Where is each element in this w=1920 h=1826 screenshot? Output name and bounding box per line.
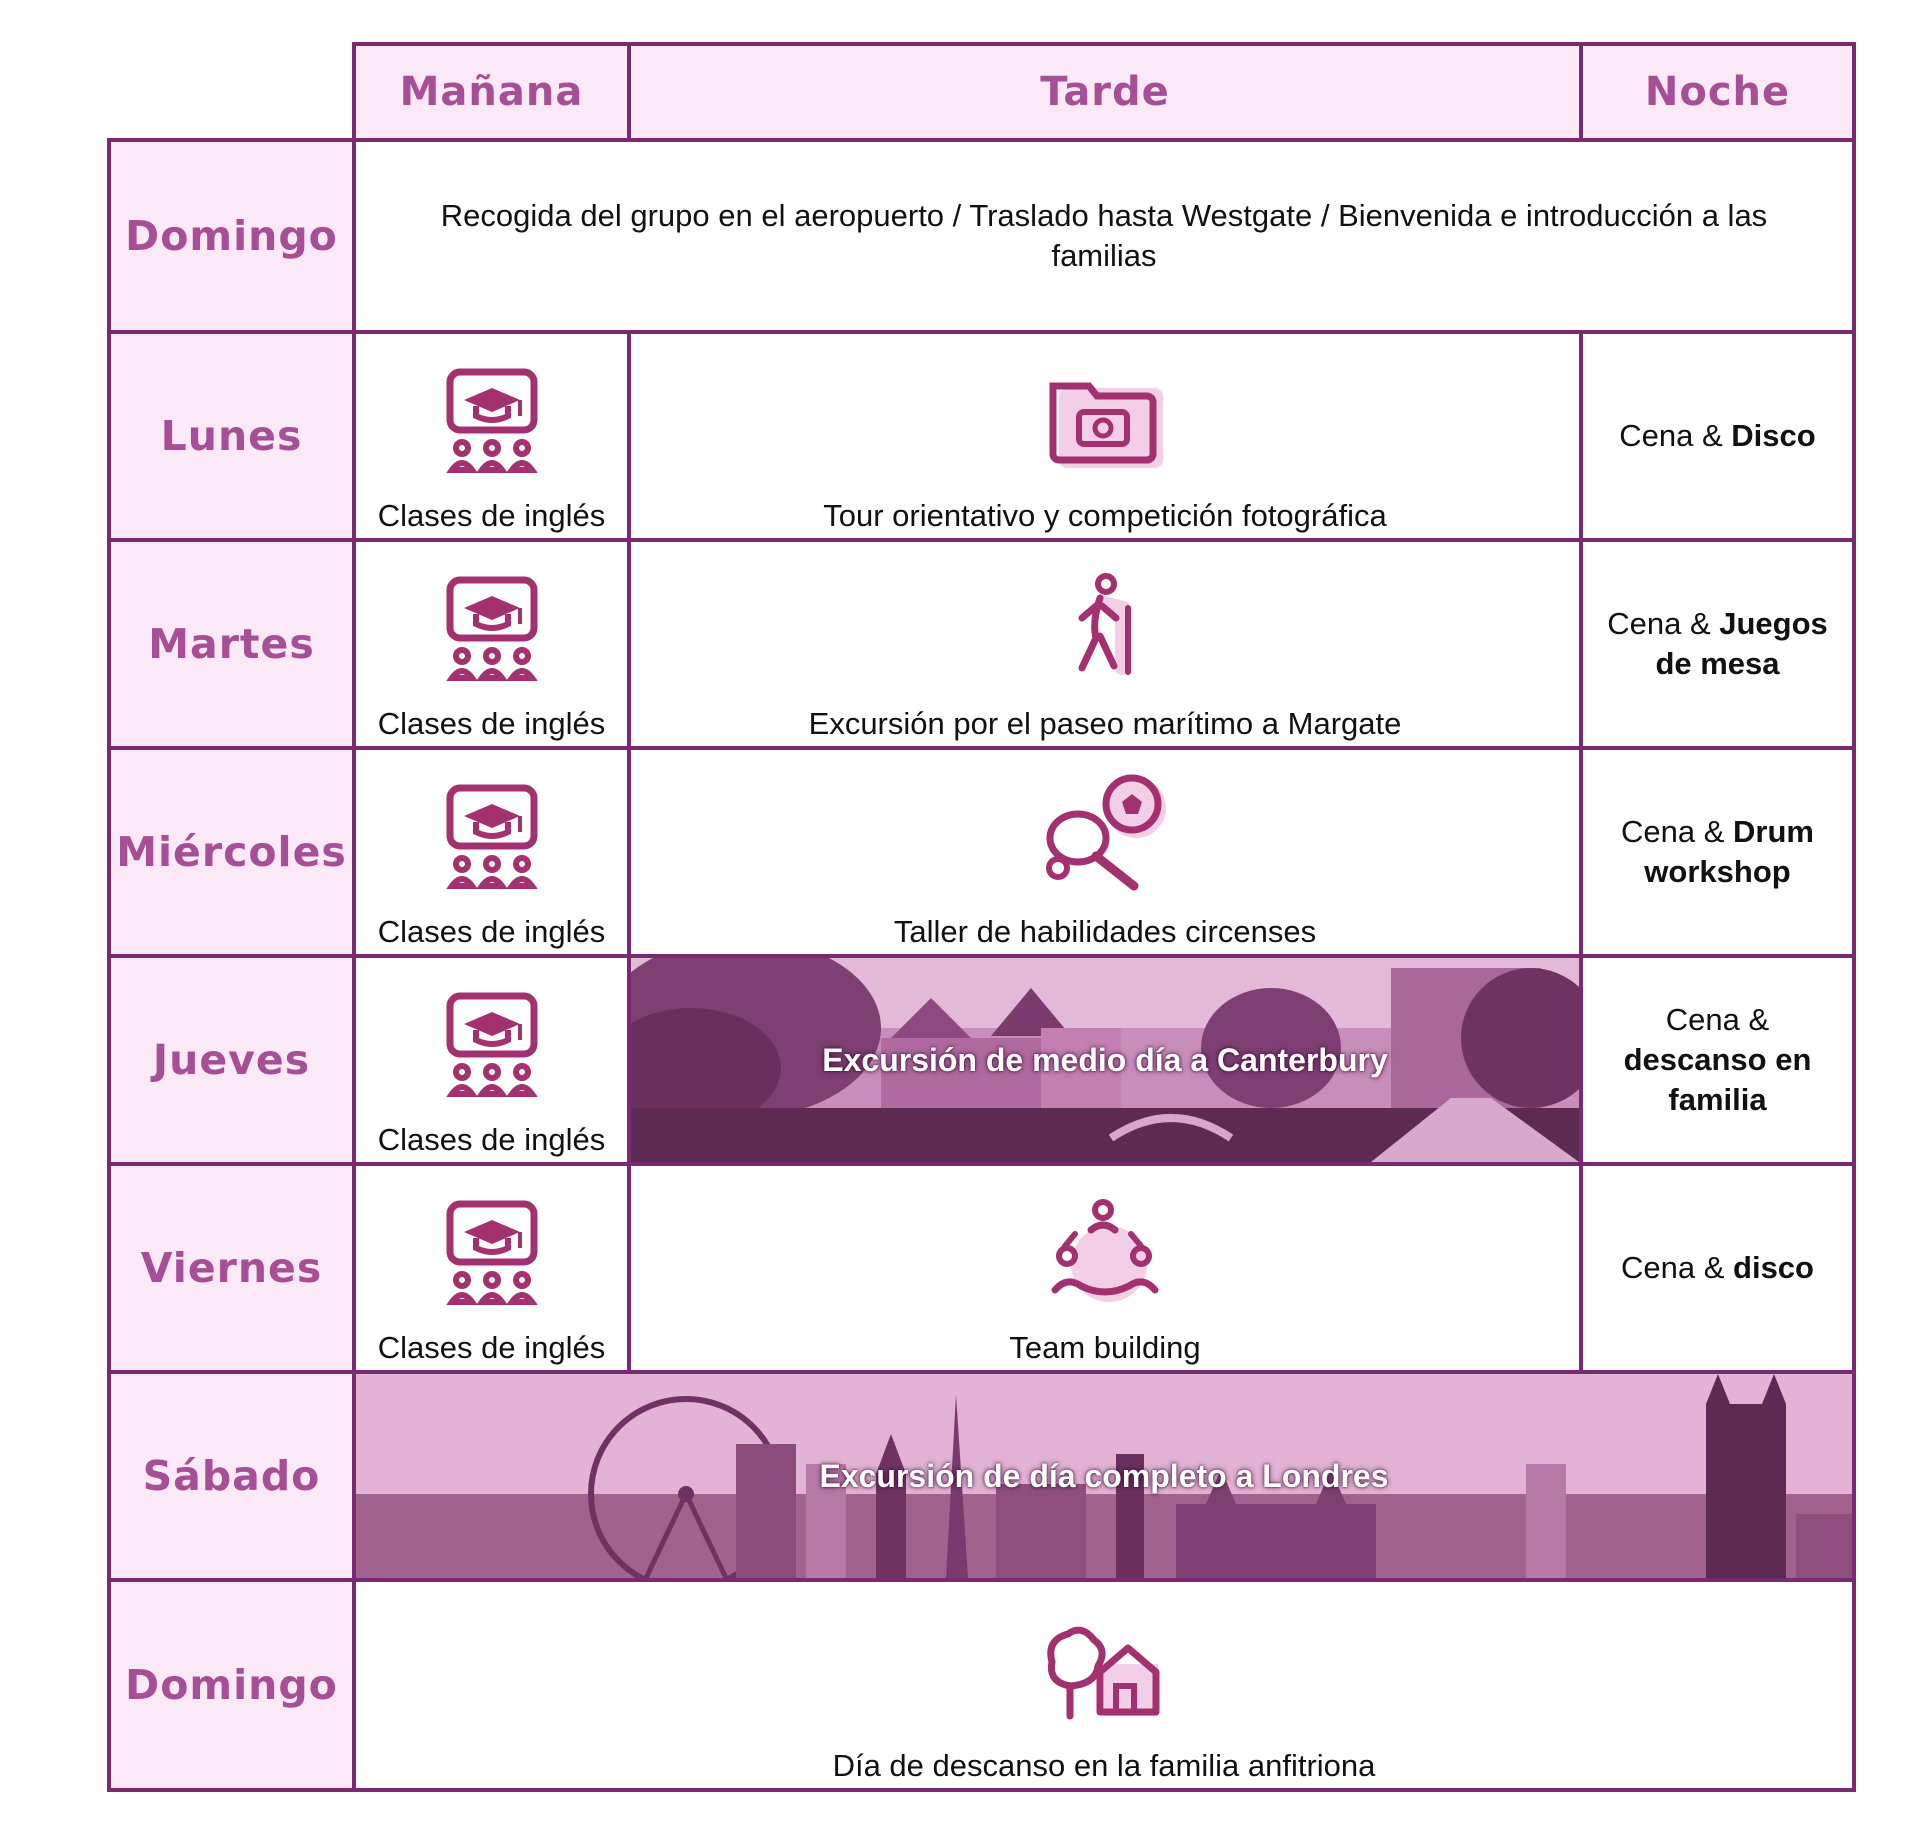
lunes-morning [352,330,631,542]
day-label: Domingo [125,212,338,260]
jueves-afternoon [627,954,1583,1166]
header-manana-label: Mañana [399,69,584,115]
viernes-morning-label: Clases de inglés [377,1330,606,1365]
tree-house-icon [1044,1620,1164,1720]
jueves-morning-label: Clases de inglés [377,1122,606,1157]
viernes-afternoon [627,1162,1583,1374]
lunes-afternoon [627,330,1583,542]
night-activity: disco [1733,1250,1814,1285]
martes-night [1579,538,1856,750]
viernes-night [1579,1162,1856,1374]
miercoles-afternoon-label: Taller de habilidades circenses [893,914,1317,949]
jueves-night-text [1593,1000,1842,1120]
night-activity: Juegos de mesa [1655,606,1828,681]
domingo-1-text: Recogida del grupo en el aeropuerto / Traslado hasta Westgate / Bienvenida e introducción a las familias [440,198,1768,273]
sabado-activity-label: Excursión de día completo a Londres [819,1457,1389,1494]
martes-morning [352,538,631,750]
night-prefix: Cena & [1621,814,1734,849]
jueves-afternoon-label: Excursión de medio día a Canterbury [822,1041,1388,1078]
header-manana [352,42,631,142]
night-activity: descanso en familia [1623,1042,1812,1117]
night-activity: Disco [1731,418,1816,453]
day-label: Sábado [142,1452,321,1500]
hiker-icon [1060,572,1150,682]
miercoles-morning-label: Clases de inglés [377,914,606,949]
night-prefix: Cena & [1665,1002,1770,1037]
miercoles-morning [352,746,631,958]
domingo-1-activity [352,138,1856,334]
day-lunes [107,330,356,542]
day-label: Miércoles [116,828,347,876]
english-class-icon [442,1200,542,1310]
jueves-morning [352,954,631,1166]
night-activity: Drum workshop [1644,814,1814,889]
team-building-icon [1045,1190,1165,1310]
jueves-night [1579,954,1856,1166]
viernes-morning [352,1162,631,1374]
day-viernes [107,1162,356,1374]
day-label: Lunes [160,412,303,460]
day-label: Martes [148,620,315,668]
day-martes [107,538,356,750]
domingo-2-label: Día de descanso en la familia anfitriona [832,1748,1376,1783]
domingo-2-activity [352,1578,1856,1792]
day-label: Viernes [140,1244,323,1292]
day-label: Domingo [125,1661,338,1709]
day-jueves [107,954,356,1166]
lunes-night [1579,330,1856,542]
viernes-night-text [1621,1248,1814,1288]
camera-folder-icon [1045,372,1165,472]
sabado-activity [352,1370,1856,1582]
miercoles-night-text [1593,812,1842,892]
miercoles-afternoon [627,746,1583,958]
day-label: Jueves [152,1036,311,1084]
header-tarde [627,42,1583,142]
night-prefix: Cena & [1621,1250,1734,1285]
martes-night-text [1593,604,1842,684]
miercoles-night [1579,746,1856,958]
day-miercoles [107,746,356,958]
english-class-icon [442,368,542,478]
header-tarde-label: Tarde [1040,69,1170,115]
header-noche [1579,42,1856,142]
sports-ball-racket-icon [1040,772,1170,892]
day-domingo-1 [107,138,356,334]
day-domingo-2 [107,1578,356,1792]
viernes-afternoon-label: Team building [1009,1330,1201,1365]
day-sabado [107,1370,356,1582]
night-prefix: Cena & [1619,418,1732,453]
header-noche-label: Noche [1644,69,1791,115]
english-class-icon [442,992,542,1102]
lunes-afternoon-label: Tour orientativo y competición fotográfica [823,498,1387,533]
english-class-icon [442,784,542,894]
night-prefix: Cena & [1607,606,1720,641]
martes-afternoon [627,538,1583,750]
english-class-icon [442,576,542,686]
lunes-morning-label: Clases de inglés [377,498,606,533]
lunes-night-text [1619,416,1815,456]
martes-afternoon-label: Excursión por el paseo marítimo a Margate [808,706,1402,741]
martes-morning-label: Clases de inglés [377,706,606,741]
